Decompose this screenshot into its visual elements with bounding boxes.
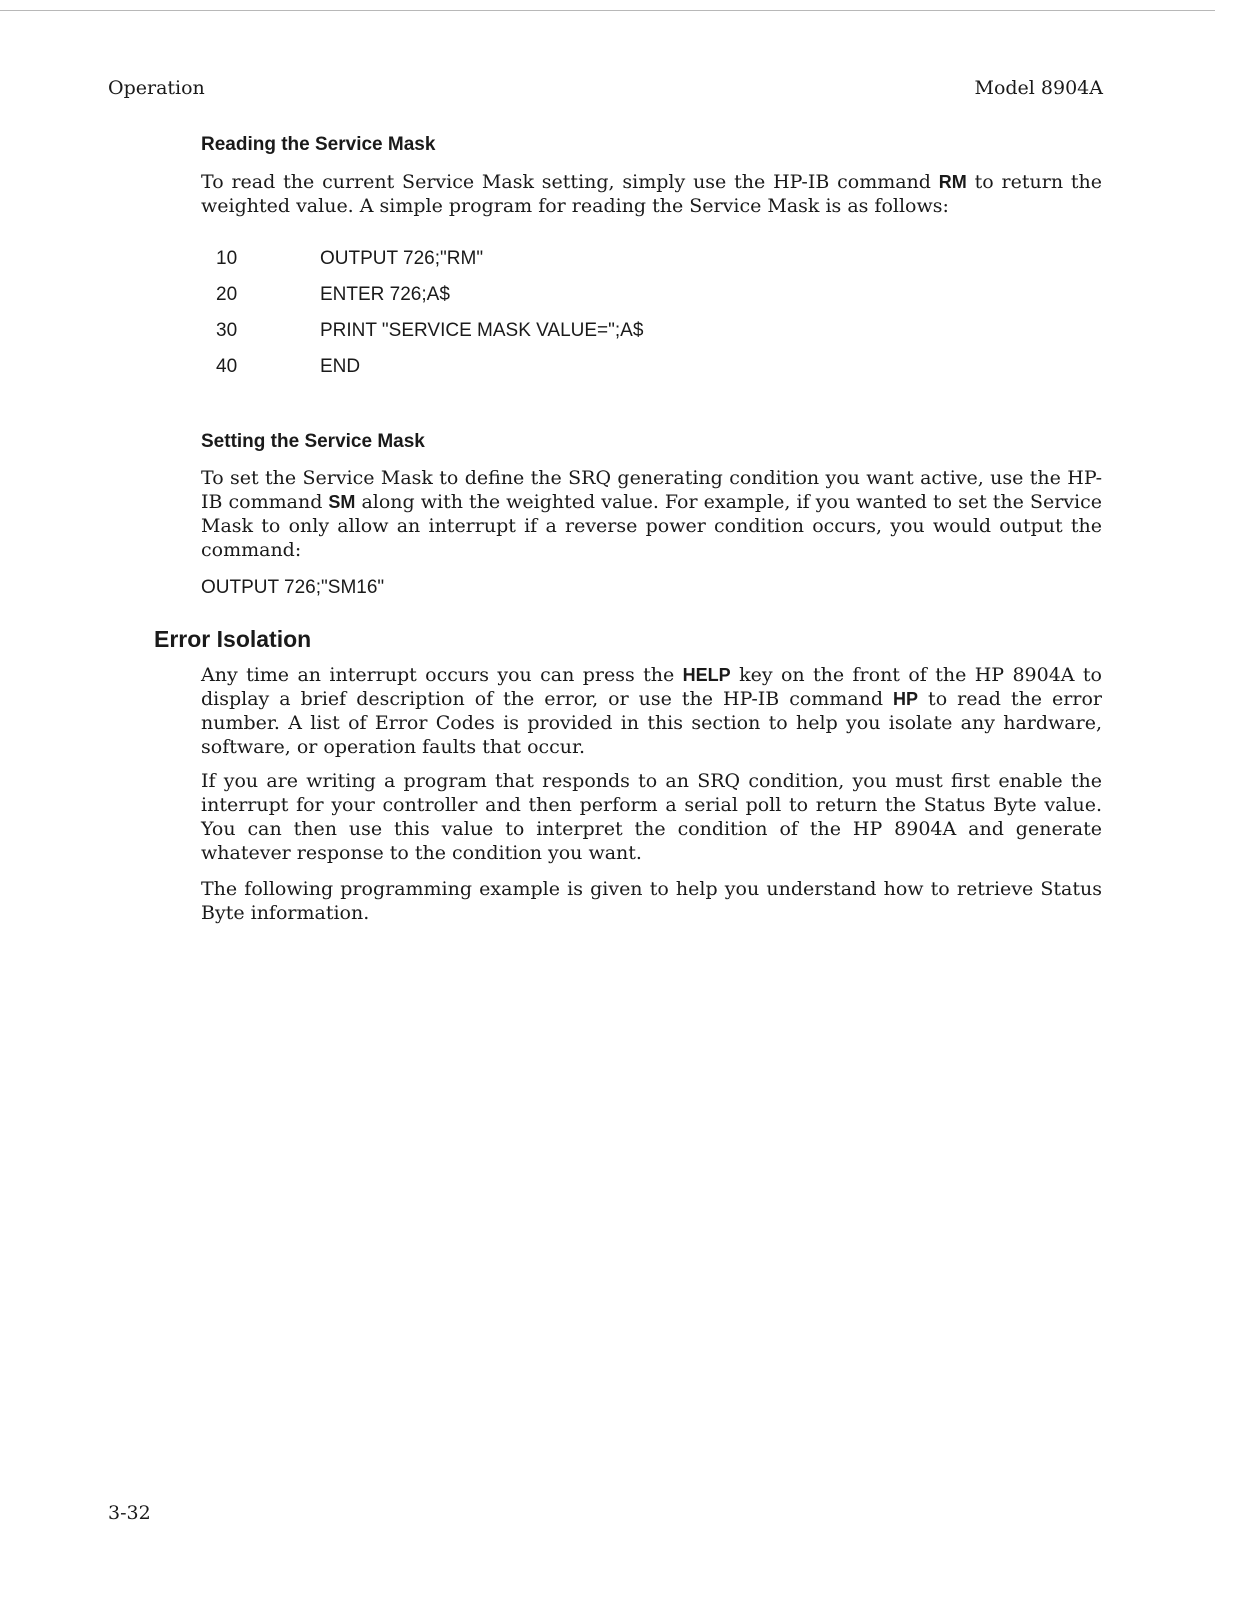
paragraph-reading-service-mask [201, 170, 1102, 218]
top-rule [0, 10, 1215, 11]
text: To set the Service Mask to define the SRQ generating condition you want active, use the HP-IB command [201, 467, 1102, 513]
line-statement: PRINT "SERVICE MASK VALUE=";A$ [320, 320, 644, 341]
heading-reading-service-mask: Reading the Service Mask [201, 134, 436, 155]
heading-setting-service-mask: Setting the Service Mask [201, 431, 425, 452]
command-sm: SM [328, 492, 356, 512]
paragraph-error-isolation-2: If you are writing a program that responds to an SRQ condition, you must first enable the interrupt for your controller and then perform a serial poll to return the Status Byte value. You can then use this value to interpret the condition of the HP 8904A and generate whatever response to the condition you want. [201, 770, 1102, 864]
paragraph-setting-service-mask [201, 466, 1102, 562]
line-statement: OUTPUT 726;"RM" [320, 248, 484, 269]
line-statement: END [320, 356, 361, 377]
text: to return the weighted value. A simple program for reading the Service Mask is as follows: [201, 171, 1103, 217]
command-rm: RM [938, 172, 967, 192]
text: along with the weighted value. For example, if you wanted to set the Service Mask to only allow an interrupt if a reverse power condition occurs, you would output the command: [201, 491, 1102, 561]
text: Any time an interrupt occurs you can press the [201, 664, 683, 686]
program-line [216, 248, 916, 274]
paragraph-error-isolation-3: The following programming example is given to help you understand how to retrieve Status Byte information. [201, 878, 1102, 924]
heading-error-isolation: Error Isolation [154, 626, 312, 652]
page-number: 3-32 [108, 1502, 151, 1524]
text: key on the front of the HP 8904A to display a brief description of the error, or use the HP-IB command [201, 664, 1102, 710]
line-statement: ENTER 726;A$ [320, 284, 450, 305]
paragraph-error-isolation-1 [201, 663, 1102, 759]
text: to read the error number. A list of Error Codes is provided in this section to help you isolate any hardware, software, or operation faults that occur. [201, 688, 1102, 758]
line-number: 20 [216, 284, 238, 305]
output-command-example: OUTPUT 726;"SM16" [201, 577, 385, 598]
program-line [216, 284, 916, 310]
text: To read the current Service Mask setting, simply use the HP-IB command [201, 171, 939, 193]
header-section-label: Operation [108, 77, 205, 99]
line-number: 30 [216, 320, 238, 341]
program-line [216, 356, 916, 382]
key-help: HELP [682, 665, 731, 685]
program-line [216, 320, 916, 346]
line-number: 10 [216, 248, 238, 269]
header-model-label: Model 8904A [974, 77, 1103, 99]
line-number: 40 [216, 356, 238, 377]
command-hp: HP [893, 689, 919, 709]
